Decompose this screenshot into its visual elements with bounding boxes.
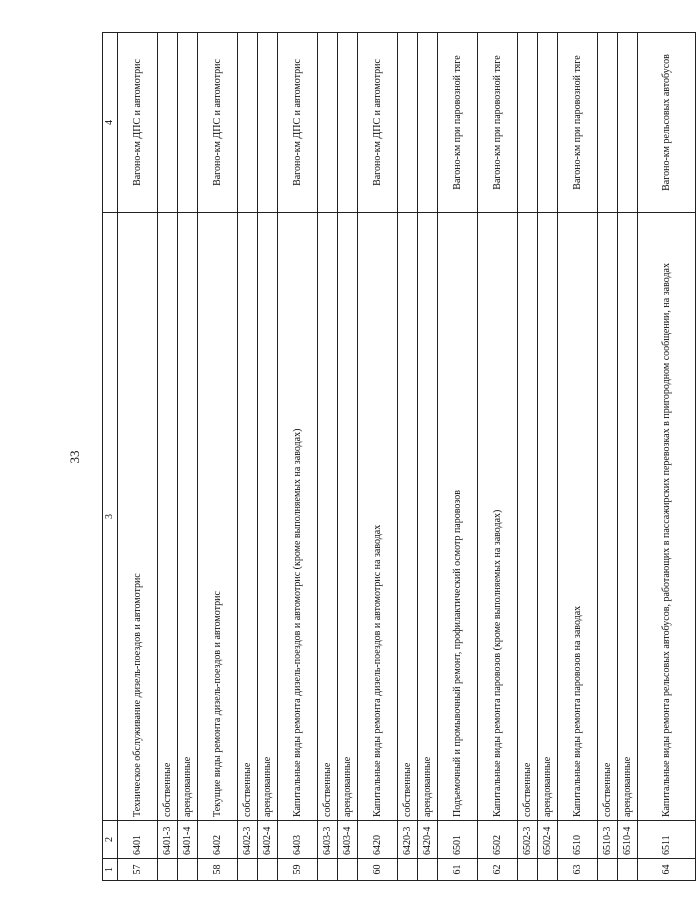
table-row — [418, 33, 438, 881]
row-number-cell — [178, 859, 198, 881]
table-row — [338, 33, 358, 881]
table-row — [278, 33, 318, 881]
table-row — [558, 33, 598, 881]
unit-cell: Вагоно-км при паровозной тяге — [558, 33, 598, 213]
data-table — [102, 32, 696, 881]
code-cell: 6510-3 — [598, 821, 618, 859]
unit-cell — [238, 33, 258, 213]
unit-cell — [338, 33, 358, 213]
code-cell: 6401-3 — [158, 821, 178, 859]
page-number: 33 — [67, 450, 82, 464]
table-row — [358, 33, 398, 881]
rotated-table-wrapper — [102, 33, 672, 881]
code-cell: 6502-4 — [538, 821, 558, 859]
table-row — [518, 33, 538, 881]
unit-cell: Вагоно-км ДПС и автомотрис — [358, 33, 398, 213]
unit-cell — [158, 33, 178, 213]
description-cell: Техническое обслуживание дизель-поездов и автомотрис — [118, 213, 158, 821]
row-number-cell: 58 — [198, 859, 238, 881]
description-cell: Подъемочный и промывочный ремонт, профилактический осмотр паровозов — [438, 213, 478, 821]
unit-cell — [258, 33, 278, 213]
code-cell: 6420 — [358, 821, 398, 859]
unit-cell — [318, 33, 338, 213]
description-cell: Текущие виды ремонта дизель-поездов и автомотрис — [198, 213, 238, 821]
description-cell: собственные — [598, 213, 618, 821]
unit-cell — [518, 33, 538, 213]
column-header: 2 — [103, 821, 118, 859]
row-number-cell — [538, 859, 558, 881]
unit-cell — [178, 33, 198, 213]
description-cell: собственные — [518, 213, 538, 821]
table-body — [103, 33, 696, 881]
code-cell: 6510 — [558, 821, 598, 859]
unit-cell: Вагоно-км ДПС и автомотрис — [198, 33, 238, 213]
column-header: 1 — [103, 859, 118, 881]
description-cell: собственные — [238, 213, 258, 821]
description-cell: Капитальные виды ремонта дизель-поездов и автомотрис на заводах — [358, 213, 398, 821]
unit-cell — [538, 33, 558, 213]
description-cell: арендованные — [178, 213, 198, 821]
table-row — [158, 33, 178, 881]
unit-cell: Вагоно-км ДПС и автомотрис — [118, 33, 158, 213]
table-row — [318, 33, 338, 881]
code-cell: 6402-4 — [258, 821, 278, 859]
description-cell: Капитальные виды ремонта дизель-поездов и автомотрис (кроме выполняемых на заводах) — [278, 213, 318, 821]
row-number-cell — [238, 859, 258, 881]
table-row — [638, 33, 696, 881]
description-cell: арендованные — [258, 213, 278, 821]
code-cell: 6502 — [478, 821, 518, 859]
description-cell: арендованные — [418, 213, 438, 821]
code-cell: 6401 — [118, 821, 158, 859]
unit-cell — [618, 33, 638, 213]
code-cell: 6501 — [438, 821, 478, 859]
unit-cell: Вагоно-км ДПС и автомотрис — [278, 33, 318, 213]
table-row — [258, 33, 278, 881]
description-cell: собственные — [318, 213, 338, 821]
table-row — [438, 33, 478, 881]
row-number-cell: 63 — [558, 859, 598, 881]
unit-cell — [418, 33, 438, 213]
description-cell: Капитальные виды ремонта паровозов на заводах — [558, 213, 598, 821]
row-number-cell — [598, 859, 618, 881]
description-cell: арендованные — [618, 213, 638, 821]
code-cell: 6403-4 — [338, 821, 358, 859]
description-cell: Капитальные виды ремонта рельсовых автобусов, работающих в пассажирских перевозках в пригородном сообщении, на заводах — [638, 213, 696, 821]
code-cell: 6420-3 — [398, 821, 418, 859]
code-cell: 6403-3 — [318, 821, 338, 859]
table-row — [238, 33, 258, 881]
row-number-cell — [338, 859, 358, 881]
header-row — [103, 33, 118, 881]
description-cell: собственные — [158, 213, 178, 821]
code-cell: 6510-4 — [618, 821, 638, 859]
description-cell: арендованные — [538, 213, 558, 821]
column-header: 3 — [103, 213, 118, 821]
table-row — [178, 33, 198, 881]
row-number-cell — [318, 859, 338, 881]
description-cell: Капитальные виды ремонта паровозов (кроме выполняемых на заводах) — [478, 213, 518, 821]
code-cell: 6402 — [198, 821, 238, 859]
table-row — [198, 33, 238, 881]
row-number-cell: 62 — [478, 859, 518, 881]
code-cell: 6402-3 — [238, 821, 258, 859]
table-row — [598, 33, 618, 881]
unit-cell — [398, 33, 418, 213]
table-row — [398, 33, 418, 881]
table-row — [538, 33, 558, 881]
code-cell: 6403 — [278, 821, 318, 859]
row-number-cell — [398, 859, 418, 881]
row-number-cell — [418, 859, 438, 881]
code-cell: 6502-3 — [518, 821, 538, 859]
row-number-cell: 60 — [358, 859, 398, 881]
description-cell: арендованные — [338, 213, 358, 821]
row-number-cell: 64 — [638, 859, 696, 881]
row-number-cell: 59 — [278, 859, 318, 881]
unit-cell — [598, 33, 618, 213]
row-number-cell — [618, 859, 638, 881]
row-number-cell — [258, 859, 278, 881]
table-row — [618, 33, 638, 881]
code-cell: 6401-4 — [178, 821, 198, 859]
unit-cell: Вагоно-км при паровозной тяге — [438, 33, 478, 213]
row-number-cell — [158, 859, 178, 881]
column-header: 4 — [103, 33, 118, 213]
table-row — [118, 33, 158, 881]
table-row — [478, 33, 518, 881]
unit-cell: Вагоно-км рельсовых автобусов — [638, 33, 696, 213]
description-cell: собственные — [398, 213, 418, 821]
code-cell: 6420-4 — [418, 821, 438, 859]
row-number-cell — [518, 859, 538, 881]
row-number-cell: 57 — [118, 859, 158, 881]
code-cell: 6511 — [638, 821, 696, 859]
unit-cell: Вагоно-км при паровозной тяге — [478, 33, 518, 213]
row-number-cell: 61 — [438, 859, 478, 881]
